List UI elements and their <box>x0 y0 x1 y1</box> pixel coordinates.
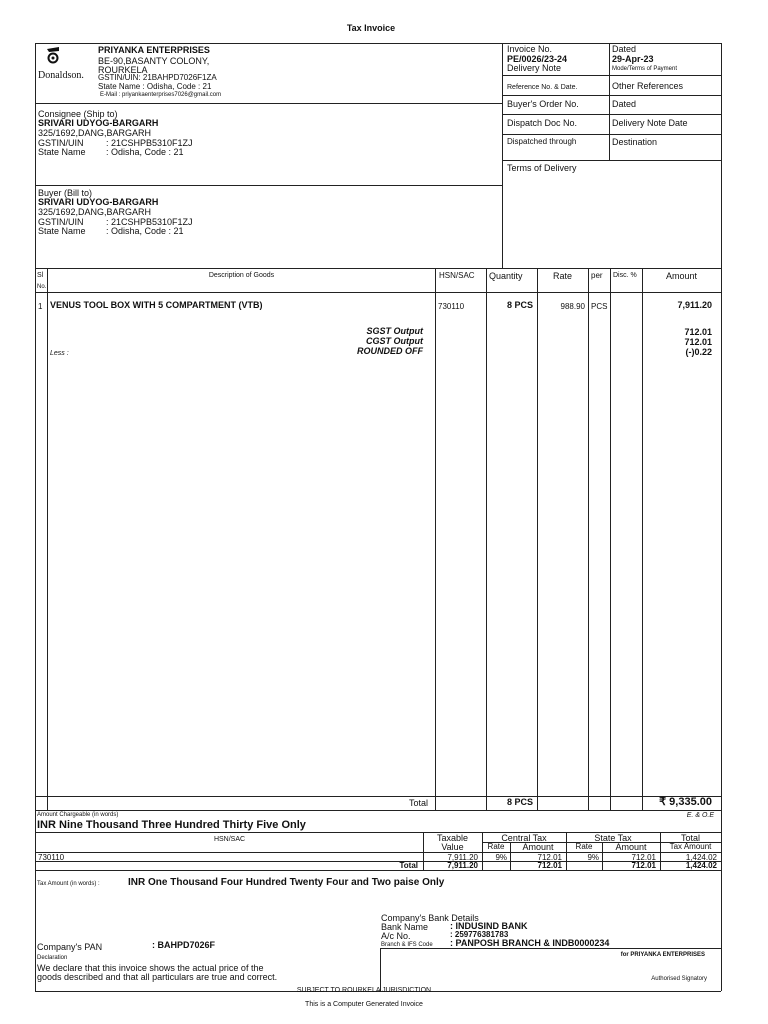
mode-terms-label: Mode/Terms of Payment <box>612 66 678 72</box>
reference-no-label: Reference No. & Date. <box>507 84 578 91</box>
dated-value: 29-Apr-23 <box>612 54 654 64</box>
col-hsn: HSN/SAC <box>439 271 475 280</box>
tax-col-hsn: HSN/SAC <box>213 836 246 843</box>
buyers-order-label: Buyer's Order No. <box>507 99 579 109</box>
terms-of-delivery-label: Terms of Delivery <box>507 163 577 173</box>
item-amount: 7,911.20 <box>677 300 712 310</box>
dated-label: Dated <box>612 44 637 54</box>
sgst-amount: 712.01 <box>684 327 712 337</box>
declaration-line-1: We declare that this invoice shows the actual price of the <box>37 963 264 973</box>
col-no: No. <box>37 284 47 290</box>
declaration-line-2: goods described and that all particulars are true and correct. <box>37 972 278 982</box>
tax-col-tax-amount: Tax Amount <box>669 842 712 851</box>
item-description: VENUS TOOL BOX WITH 5 COMPARTMENT (VTB) <box>50 300 263 310</box>
invoice-no-label: Invoice No. <box>507 44 553 54</box>
seller-gstin: GSTIN/UIN: 21BAHPD7026F1ZA <box>98 73 217 82</box>
account-no: : 259776381783 <box>450 930 509 939</box>
tax-col-c-amount: Amount <box>522 842 554 852</box>
cgst-label: CGST Output <box>366 336 423 346</box>
seller-address-1: BE-90,BASANTY COLONY, <box>98 56 210 66</box>
seller-email: E-Mail : priyankaenterprises7026@gmail.com <box>100 92 222 98</box>
declaration-label: Declaration <box>37 955 68 961</box>
computer-generated-note: This is a Computer Generated Invoice <box>305 1001 423 1008</box>
tax-row-s-rate: 9% <box>587 853 599 862</box>
buyer-gstin: : 21CSHPB5310F1ZJ <box>106 217 193 227</box>
rounded-off-label: ROUNDED OFF <box>357 346 423 356</box>
buyer-name: SRIVARI UDYOG-BARGARH <box>38 197 159 207</box>
consignee-state-label: State Name <box>38 147 86 157</box>
consignee-heading: Consignee (Ship to) <box>38 109 118 119</box>
item-per: PCS <box>591 302 608 311</box>
invoice-no-value: PE/0026/23-24 <box>507 54 568 64</box>
buyer-gstin-label: GSTIN/UIN <box>38 217 84 227</box>
tax-row-taxable: 7,911.20 <box>447 853 478 862</box>
amount-in-words: INR Nine Thousand Three Hundred Thirty Five Only <box>37 819 306 831</box>
item-rate: 988.90 <box>560 302 585 311</box>
seller-state: State Name : Odisha, Code : 21 <box>98 82 212 91</box>
sgst-label: SGST Output <box>366 326 423 336</box>
tax-col-value: Value <box>441 842 464 852</box>
total-label: Total <box>408 798 428 808</box>
rounded-off-amount: (-)0.22 <box>685 347 712 357</box>
bank-name: : INDUSIND BANK <box>450 921 528 931</box>
buyer-heading: Buyer (Bill to) <box>38 188 93 198</box>
eoe-label: E. & O.E <box>686 812 714 819</box>
tax-col-central: Central Tax <box>501 833 547 843</box>
ifs-label: Branch & IFS Code <box>381 942 433 948</box>
tax-total-taxable: 7,911.20 <box>447 861 478 870</box>
donaldson-logo-icon <box>45 46 61 64</box>
page-title: Tax Invoice <box>346 23 396 33</box>
consignee-address: 325/1692,DANG,BARGARH <box>38 128 152 138</box>
consignee-state: : Odisha, Code : 21 <box>106 147 184 157</box>
dispatch-doc-label: Dispatch Doc No. <box>507 118 578 128</box>
tax-col-c-rate: Rate <box>487 842 505 851</box>
seller-address-2: ROURKELA <box>98 65 148 75</box>
less-label: Less : <box>50 350 69 357</box>
tax-col-s-amount: Amount <box>615 842 647 852</box>
delivery-note-date-label: Delivery Note Date <box>612 118 688 128</box>
col-rate: Rate <box>552 271 572 281</box>
col-sl: Sl <box>37 272 44 279</box>
col-description: Description of Goods <box>208 272 275 279</box>
other-references-label: Other References <box>612 81 684 91</box>
tax-row-c-amount: 712.01 <box>537 853 562 862</box>
col-per: per <box>591 271 603 280</box>
pan-label: Company's PAN <box>37 942 103 952</box>
tax-col-s-rate: Rate <box>575 842 593 851</box>
item-sl: 1 <box>38 302 43 311</box>
tax-amount-in-words: INR One Thousand Four Hundred Twenty Four and Two paise Only <box>128 877 445 888</box>
destination-label: Destination <box>612 137 658 147</box>
consignee-name: SRIVARI UDYOG-BARGARH <box>38 118 159 128</box>
item-quantity: 8 PCS <box>506 300 533 310</box>
buyer-address: 325/1692,DANG,BARGARH <box>38 207 152 217</box>
col-disc: Disc. % <box>613 272 637 279</box>
tax-total-s-amount: 712.01 <box>631 861 656 870</box>
tax-row-hsn: 730110 <box>38 853 65 862</box>
cgst-amount: 712.01 <box>684 337 712 347</box>
dispatched-through-label: Dispatched through <box>507 137 577 146</box>
tax-row-total: 1,424.02 <box>685 853 717 862</box>
bank-details-heading: Company's Bank Details <box>381 913 479 923</box>
ifs-code: : PANPOSH BRANCH & INDB0000234 <box>450 938 610 948</box>
delivery-note-label: Delivery Note <box>507 63 562 73</box>
consignee-gstin-label: GSTIN/UIN <box>38 138 84 148</box>
dated-2-label: Dated <box>612 99 637 109</box>
tax-col-taxable: Taxable <box>436 833 469 843</box>
tax-total-c-amount: 712.01 <box>537 861 562 870</box>
tax-row-s-amount: 712.01 <box>631 853 656 862</box>
buyer-state-label: State Name <box>38 226 86 236</box>
tax-total-total: 1,424.02 <box>685 861 717 870</box>
total-quantity: 8 PCS <box>506 797 533 807</box>
tax-words-label: Tax Amount (in words) : <box>37 881 100 887</box>
tax-col-state: State Tax <box>594 833 632 843</box>
tax-total-label: Total <box>399 861 418 870</box>
item-hsn: 730110 <box>438 302 465 311</box>
col-quantity: Quantity <box>489 271 523 281</box>
bank-name-label: Bank Name <box>381 922 429 932</box>
pan-value: : BAHPD7026F <box>152 940 216 950</box>
jurisdiction-note: SUBJECT TO ROURKELA JURISDICTION <box>296 987 432 994</box>
col-amount: Amount <box>665 271 698 281</box>
total-amount: ₹ 9,335.00 <box>659 796 712 808</box>
account-no-label: A/c No. <box>381 931 411 941</box>
consignee-gstin: : 21CSHPB5310F1ZJ <box>106 138 193 148</box>
authorised-signatory-label: Authorised Signatory <box>651 976 707 982</box>
brand-logo-text: Donaldson. <box>38 70 84 81</box>
for-company-label: for PRIYANKA ENTERPRISES <box>620 952 705 958</box>
tax-col-total: Total <box>680 833 700 843</box>
seller-name: PRIYANKA ENTERPRISES <box>98 45 210 55</box>
buyer-state: : Odisha, Code : 21 <box>106 226 184 236</box>
amount-words-label: Amount Chargeable (in words) <box>37 812 119 818</box>
tax-row-c-rate: 9% <box>495 853 507 862</box>
